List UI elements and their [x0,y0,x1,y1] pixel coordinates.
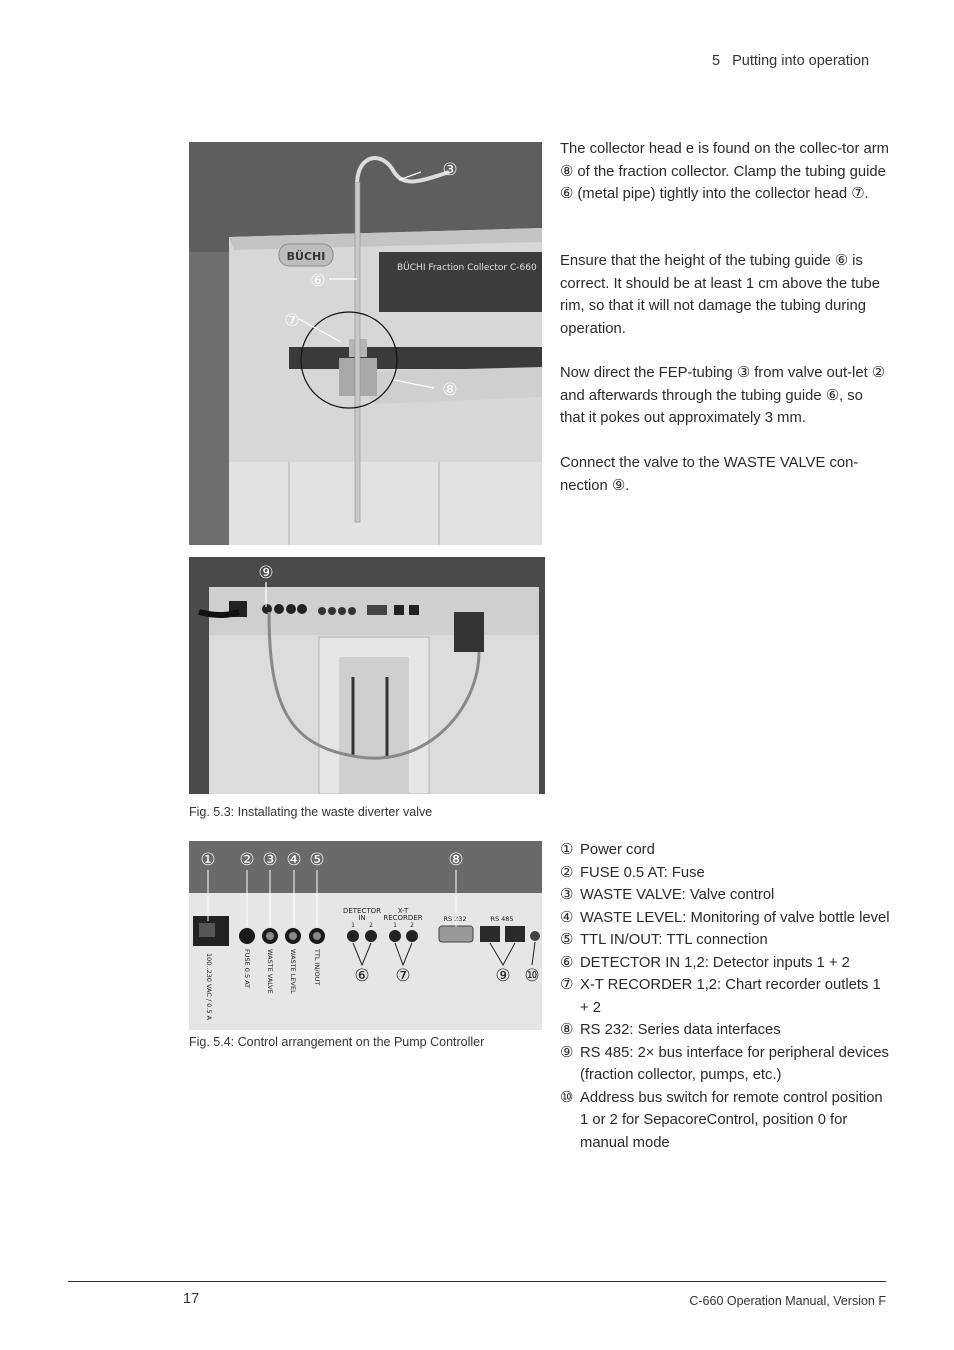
paragraph-tubing-height [560,250,890,340]
legend-item [560,952,890,975]
legend-marker: ③ [560,887,574,903]
label-rs232: RS 232 [443,915,467,923]
legend-marker: ⑤ [560,932,574,948]
label-fuse: FUSE 0.5 AT [243,949,251,989]
callout-5: ⑤ [309,850,325,870]
photo-fraction-collector-image [189,142,542,545]
legend-text: RS 232: Series data interfaces [580,1022,781,1038]
callout-6b: ⑥ [354,966,370,986]
legend-marker: ⑨ [560,1044,574,1061]
label-det-ch2: 2 [369,922,373,929]
legend-text: RS 485: 2× bus interface for peripheral devices (fraction collector, pumps, etc.) [580,1044,889,1083]
paragraph-text: Connect the valve to the WASTE VALVE con-nection ⑨. [560,455,859,494]
legend-text: WASTE VALVE: Valve control [580,887,775,903]
legend-marker: ① [560,842,574,858]
legend-text: TTL IN/OUT: TTL connection [580,932,768,948]
label-xt: X-T [397,907,409,915]
paragraph-text: Ensure that the height of the tubing guide ⑥ is correct. It should be at least 1 cm above the tube rim, so that it will not damage the tubing during operation. [560,253,880,337]
legend-marker: ⑥ [560,954,574,971]
label-det-ch1: 1 [351,922,355,929]
legend-item [560,1042,890,1087]
paragraph-waste-valve [560,452,890,497]
callout-9: ⑨ [258,563,274,583]
label-rec-ch1: 1 [393,922,397,929]
legend-text: X-T RECORDER 1,2: Chart recorder outlets 1 + 2 [580,977,881,1016]
callout-4: ④ [286,850,302,870]
label-waste-valve: WASTE VALVE [266,949,274,994]
label-rs485: RS 485 [490,915,514,923]
callout-8b: ⑧ [448,850,464,870]
paragraph-text: Now direct the FEP-tubing ③ from valve out-let ② and afterwards through the tubing guide ⑥, so that it pokes out approximately 3 mm. [560,365,886,426]
legend-marker: ⑩ [560,1089,574,1106]
callout-10: ⑩ [524,966,540,986]
paragraph-fep-tubing [560,362,890,430]
label-recorder: RECORDER [383,914,423,922]
legend-item [560,1087,890,1155]
legend-text: FUSE 0.5 AT: Fuse [580,864,705,881]
document-title: C-660 Operation Manual, Version F [689,1294,886,1308]
footer-divider [68,1281,886,1282]
figure-caption-5-3: Fig. 5.3: Installating the waste diverter valve [189,805,433,819]
callout-3b: ③ [262,850,278,870]
legend-item [560,839,890,862]
brand-logo: BÜCHI [286,250,326,263]
legend-text: Power cord [580,842,655,858]
page-number: 17 [183,1291,200,1307]
paragraph-collector-head [560,138,890,206]
callout-1: ① [200,850,216,870]
callout-3: ③ [442,160,458,180]
photo-fraction-collector [189,142,542,545]
photo-pump-controller-panel [189,841,542,1030]
callout-9b: ⑨ [495,966,511,986]
chapter-number: 5 [712,53,721,69]
legend-text: DETECTOR IN 1,2: Detector inputs 1 + 2 [580,954,850,971]
photo-back-panel-image [189,557,545,794]
label-rec-ch2: 2 [410,922,414,929]
legend-marker: ④ [560,909,574,926]
running-header [712,53,869,69]
callout-2: ② [239,850,255,870]
label-ttl: TTL IN/OUT [313,949,321,986]
legend-marker: ② [560,864,574,881]
photo-back-panel [189,557,545,794]
legend-item [560,974,890,1019]
callout-7b: ⑦ [395,966,411,986]
label-waste-level: WASTE LEVEL [289,949,297,994]
legend-text: WASTE LEVEL: Monitoring of valve bottle level [580,909,890,926]
label-power: 100..230 VAC / 0.5 A [205,953,213,1021]
legend-marker: ⑧ [560,1022,574,1038]
paragraph-text: The collector head e is found on the collec-tor arm ⑧ of the fraction collector. Clamp the tubing guide ⑥ (metal pipe) tightly into the collector head ⑦. [560,141,889,202]
legend-text: Address bus switch for remote control position 1 or 2 for SepacoreControl, position 0 for manual mode [580,1089,883,1151]
callout-7: ⑦ [284,311,300,331]
product-label: BÜCHI Fraction Collector C-660 [397,263,537,273]
label-detector-in: IN [358,914,366,922]
callout-6: ⑥ [310,271,326,291]
legend-marker: ⑦ [560,977,574,993]
legend-item [560,907,890,930]
callout-8: ⑧ [442,380,458,400]
photo-pump-controller-image [189,841,542,1030]
legend-item [560,929,890,952]
connection-legend [560,839,890,1154]
legend-item [560,862,890,885]
legend-item [560,1019,890,1042]
figure-caption-5-4: Fig. 5.4: Control arrangement on the Pump Controller [189,1035,485,1049]
label-detector: DETECTOR [342,907,382,915]
chapter-title: Putting into operation [732,53,870,69]
legend-item [560,884,890,907]
